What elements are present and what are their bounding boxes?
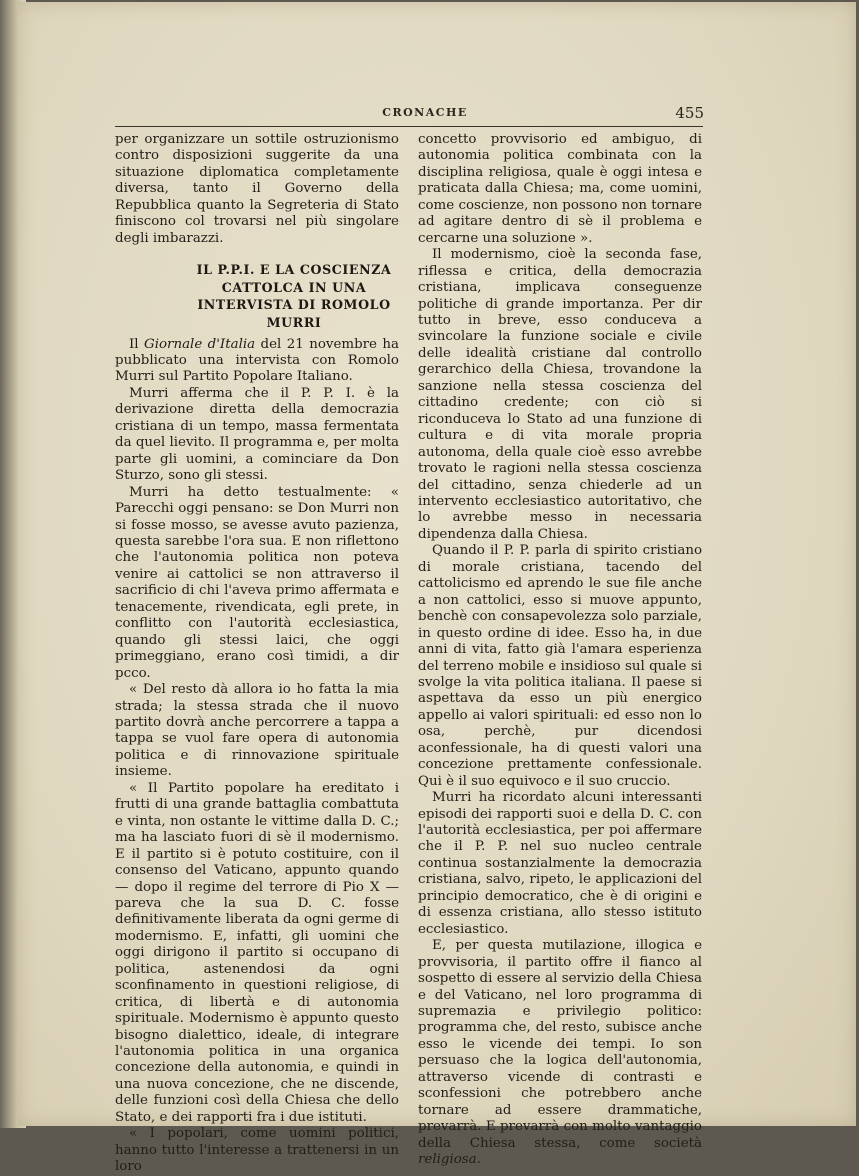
running-head: CRONACHE: [382, 106, 468, 119]
paragraph: Il modernismo, cioè la seconda fase, riflessa e critica, della democrazia cristiana, implicava conseguenze politiche di grande importanza. Per dir tutto in breve, esso conduceva a svincolare la funzione sociale e civile delle idealità cristiane dal controllo gerarchico della Chiesa, trovandone la sanzione nella stessa coscienza del cittadino credente; con ciò si riconduceva lo Stato ad una funzione di cultura e di vita morale propria autonoma, della quale cioè esso avrebbe trovato le ragioni nella stessa coscienza del cittadino, senza chiederle ad un intervento ecclesiastico autoritativo, che lo avrebbe messo in necessaria dipendenza dalla Chiesa.: [418, 247, 702, 542]
paragraph: [418, 938, 702, 1168]
left-column: [115, 132, 399, 1176]
paragraph-text: E, per questa mutilazione, illogica e provvisoria, il partito offre il fianco al sospetto di essere al servizio della Chiesa e del Vaticano, nel loro programma di supremazia e privilegio politico: programma che, del resto, subisce anche esso le vicende dei tempi. Io son persuaso che la logica dell'autonomia, attraverso vicende di contrasti e sconfessioni che potrebbero anche tornare ad essere drammatiche, prevarrà. E prevarrà con molto vantaggio della Chiesa stessa, come società: [418, 938, 702, 1151]
paragraph: [115, 337, 399, 386]
paragraph-text: Il: [129, 336, 144, 352]
newspaper-title: Giornale d'Italia: [144, 336, 256, 352]
paragraph-text: del 21 novembre ha pubblicato una intervista con Romolo Murri sul Partito Popolare Italiano.: [115, 336, 399, 385]
article-heading: IL P.P.I. E LA COSCIENZA CATTOLCA IN UNA INTERVISTA DI ROMOLO MURRI: [196, 262, 392, 330]
page-number: 455: [675, 104, 704, 122]
paragraph: Murri ha ricordato alcuni interessanti episodi dei rapporti suoi e della D. C. con l'autorità ecclesiastica, per poi affermare che il P. P. nel suo nucleo centrale continua sostanzialmente la democrazia cristiana, salvo, ripeto, le applicazioni del principio democratico, che è di origini e di essenza cristiana, allo stesso istituto ecclesiastico.: [418, 790, 702, 937]
paragraph: « Il Partito popolare ha ereditato i frutti di una grande battaglia combattuta e vinta, non ostante le vittime dalla D. C.; ma ha lasciato fuori di sè il modernismo. E il partito si è potuto costituire, con il consenso del Vaticano, appunto quando — dopo il regime del terrore di Pio X — pareva che la sua D. C. fosse definitivamente liberata da ogni germe di modernismo. E, infatti, gli uomini che oggi dirigono il partito si occupano di politica, astenendosi da ogni sconfinamento in questioni religiose, di critica, di libertà e di autonomia spirituale. Modernismo è appunto questo bisogno dialettico, ideale, di integrare l'autonomia politica in una organica concezione della autonomia, e quindi in una nuova concezione, che ne discende, delle funzioni così della Chiesa che dello Stato, e dei rapporti fra i due istituti.: [115, 780, 399, 1125]
paragraph: Murri afferma che il P. P. I. è la derivazione diretta della democrazia cristiana di un tempo, massa fermentata da quel lievito. Il programma e, per molta parte gli uomini, a cominciare da Don Sturzo, sono gli stessi.: [115, 385, 399, 484]
paragraph: concetto provvisorio ed ambiguo, di autonomia politica combinata con la disciplina religiosa, quale è oggi intesa e praticata dalla Chiesa; ma, come uomini, come coscienze, non possono non tornare ad agitare dentro di sè il problema e cercarne una soluzione ».: [418, 132, 702, 246]
paragraph: « I popolari, come uomini politici, hanno tutto l'interesse a trattenersi in un loro: [115, 1126, 399, 1175]
header-rule: [115, 126, 703, 127]
paragraph: Quando il P. P. parla di spirito cristiano di morale cristiana, tacendo del cattolicismo ed aprendo le sue file anche a non cattolici, esso si muove appunto, benchè con consapevolezza solo parziale, in questo ordine di idee. Esso ha, in due anni di vita, fatto già l'amara esperienza del terreno mobile e insidioso sul quale si svolge la vita politica italiana. Il paese si aspettava da esso un più energico appello ai valori spirituali: ed esso non lo osa, perchè, pur dicendosi aconfessionale, ha di questi valori una concezione prettamente confessionale. Qui è il suo equivoco e il suo cruccio.: [418, 543, 702, 789]
paragraph: « Del resto dà allora io ho fatta la mia strada; la stessa strada che il nuovo partito dovrà anche percorrere a tappa a tappa se vuol fare opera di autonomia politica e di rinnovazione spirituale insieme.: [115, 682, 399, 780]
paragraph: per organizzare un sottile ostruzionismo contro disposizioni suggerite da una situazione diplomatica completamente diversa, tanto il Governo della Repubblica quanto la Segreteria di Stato finiscono col trovarsi nel più singolare degli imbarazzi.: [115, 132, 399, 246]
right-column: [418, 132, 702, 1169]
paragraph: Murri ha detto testualmente: « Parecchi oggi pensano: se Don Murri non si fosse mosso, se avesse avuto pazienza, questa sarebbe l'ora sua. E non riflettono che l'autonomia politica non poteva venire ai cattolici se non attraverso il sacrificio di chi l'aveva primo affermata e tenacemente, rivendicata, egli prete, in conflitto con l'autorità ecclesiastica, quando gli stessi laici, che oggi primeggiano, erano così timidi, a dir pcco.: [115, 484, 399, 681]
emphasis-text: religiosa.: [418, 1152, 481, 1168]
